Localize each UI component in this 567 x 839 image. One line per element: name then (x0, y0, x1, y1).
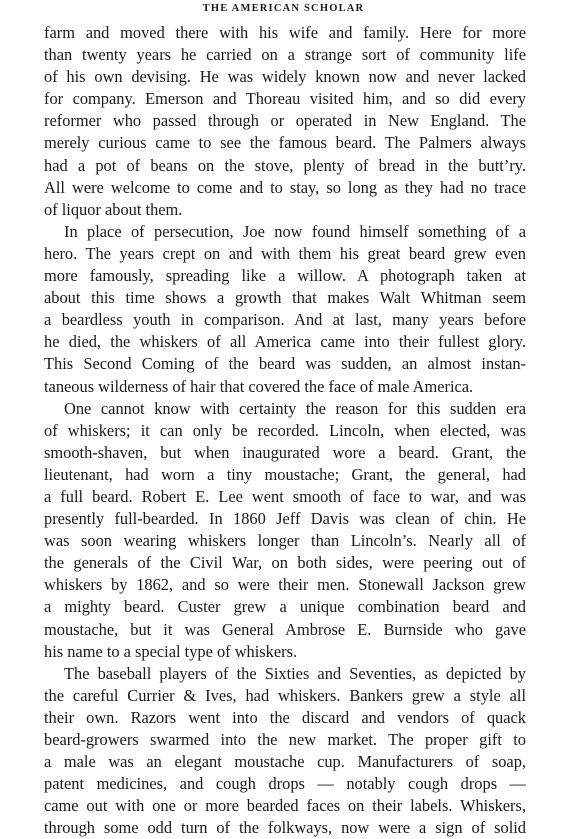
text-line: The baseball players of the Sixties and Seventies, as depicted by (64, 663, 526, 683)
text-line: the careful Currier & Ives, had whiskers. Bankers grew a style all (44, 685, 526, 705)
text-line: a male was an elegant moustache cup. Manufacturers of soap, (44, 752, 526, 772)
text-line: more famously, spreading like a willow. A photograph taken at (44, 266, 526, 286)
text-line: a full beard. Robert E. Lee went smooth of face to war, and was (44, 486, 526, 506)
text-line: he died, the whiskers of all America came into their fullest glory. (44, 332, 526, 352)
text-line: reformer who passed through or operated in New England. The (44, 111, 526, 131)
text-line: One cannot know with certainty the reason for this sudden era (64, 398, 526, 418)
paragraph (44, 398, 526, 663)
text-line: taneous wilderness of hair that covered the face of male America. (44, 376, 474, 396)
text-line: merely curious came to see the famous beard. The Palmers always (44, 133, 526, 153)
text-line: beard-growers swarmed into the new market. The proper gift to (44, 730, 526, 749)
text-line: the generals of the Civil War, on both sides, were peering out of (44, 553, 526, 573)
body-text (44, 22, 526, 839)
text-line: had a pot of beans on the stove, plenty of bread in the butt’ry. (44, 155, 526, 175)
text-line: was soon wearing whiskers longer than Lincoln’s. Nearly all of (44, 531, 526, 551)
text-line: of whiskers; it can only be recorded. Lincoln, when elected, was (44, 420, 526, 440)
running-head: THE AMERICAN SCHOLAR (202, 3, 365, 14)
text-line: farm and moved there with his wife and family. Here for more (44, 23, 526, 42)
text-line: hero. The years crept on and with them his great beard grew even (44, 243, 526, 263)
text-line: through some odd turn of the folkways, now were a sign of solid (44, 818, 526, 838)
text-line: whiskers by 1862, and so were their men. Stonewall Jackson grew (44, 575, 526, 595)
text-line: presently full-bearded. In 1860 Jeff Davis was clean of chin. He (44, 509, 526, 529)
text-line: a beardless youth in comparison. And at last, many years before (44, 310, 526, 330)
text-line: than twenty years he carried on a strange sort of community life (44, 45, 526, 65)
text-line: This Second Coming of the beard was sudden, an almost instan- (44, 354, 526, 374)
text-line: came out with one or more bearded faces on their labels. Whiskers, (44, 796, 526, 816)
paragraph (44, 663, 526, 839)
paragraph (44, 22, 526, 221)
text-line: moustache, but it was General Ambrose E. Burnside who gave (44, 619, 526, 639)
text-line: patent medicines, and cough drops — notably cough drops — (44, 774, 526, 794)
text-line: about this time shows a growth that makes Walt Whitman seem (44, 288, 526, 308)
text-line: lieutenant, had worn a tiny moustache; Grant, the general, had (44, 464, 526, 484)
text-line: for company. Emerson and Thoreau visited him, and so did every (44, 89, 526, 109)
text-line: their own. Razors went into the discard and vendors of quack (44, 707, 526, 727)
text-line: his name to a special type of whiskers. (44, 641, 298, 661)
text-line: In place of persecution, Joe now found himself something of a (64, 221, 526, 241)
text-line: smooth-shaven, but when inaugurated wore a beard. Grant, the (44, 442, 526, 462)
text-line: of liquor about them. (44, 199, 183, 219)
text-line: of his own devising. He was widely known now and never lacked (44, 67, 526, 87)
paragraph (44, 221, 526, 398)
text-line: All were welcome to come and to stay, so long as they had no trace (44, 177, 526, 197)
text-line: a mighty beard. Custer grew a unique combination beard and (44, 597, 526, 617)
